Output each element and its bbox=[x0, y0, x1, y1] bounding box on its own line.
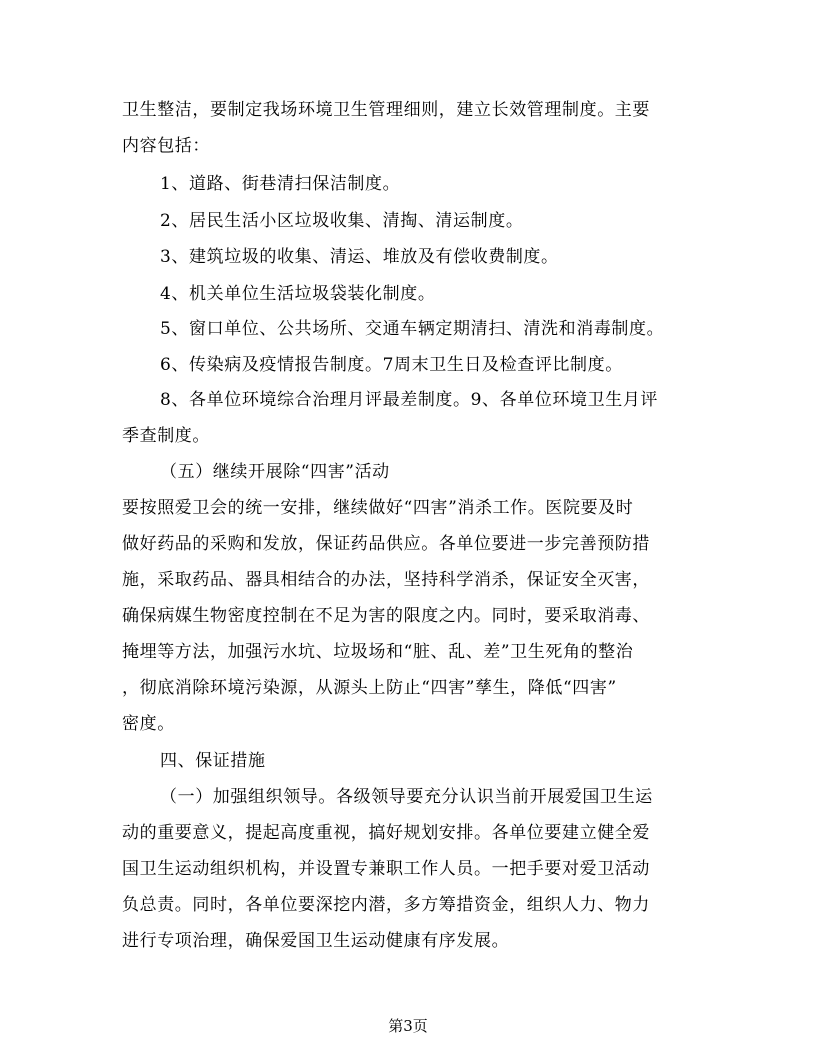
section-heading: （五）继续开展除“四害”活动 bbox=[160, 462, 390, 482]
text-line: 内容包括： bbox=[122, 136, 210, 156]
text-line: （一）加强组织领导。各级领导要充分认识当前开展爱国卫生运 bbox=[160, 787, 653, 807]
text-line: 施，采取药品、器具相结合的办法，坚持科学消杀，保证安全灭害， bbox=[122, 570, 650, 590]
text-line: 季查制度。 bbox=[122, 426, 210, 446]
text-line: 动的重要意义，提起高度重视，搞好规划安排。各单位要建立健全爱 bbox=[122, 823, 650, 843]
text-line: 要按照爱卫会的统一安排，继续做好“四害”消杀工作。医院要及时 bbox=[122, 498, 634, 518]
list-item: 8、各单位环境综合治理月评最差制度。9、各单位环境卫生月评 bbox=[160, 390, 659, 410]
text-line: 进行专项治理，确保爱国卫生运动健康有序发展。 bbox=[122, 931, 510, 951]
text-line: 掩埋等方法，加强污水坑、垃圾场和“脏、乱、差”卫生死角的整治 bbox=[122, 642, 634, 662]
list-item: 5、窗口单位、公共场所、交通车辆定期清扫、清洗和消毒制度。 bbox=[160, 319, 665, 339]
text-line: 负总责。同时，各单位要深挖内潜，多方筹措资金，组织人力、物力 bbox=[122, 895, 650, 915]
list-item: 6、传染病及疫情报告制度。7周末卫生日及检查评比制度。 bbox=[160, 355, 623, 375]
text-line: ，彻底消除环境污染源，从源头上防止“四害”孳生，降低“四害” bbox=[122, 678, 617, 698]
text-line: 卫生整洁，要制定我场环境卫生管理细则，建立长效管理制度。主要 bbox=[122, 100, 650, 120]
section-heading: 四、保证措施 bbox=[160, 751, 266, 771]
text-line: 国卫生运动组织机构，并设置专兼职工作人员。一把手要对爱卫活动 bbox=[122, 859, 650, 879]
text-line: 确保病媒生物密度控制在不足为害的限度之内。同时，要采取消毒、 bbox=[122, 606, 650, 626]
list-item: 4、机关单位生活垃圾袋装化制度。 bbox=[160, 284, 436, 304]
list-item: 3、建筑垃圾的收集、清运、堆放及有偿收费制度。 bbox=[160, 247, 559, 267]
text-line: 密度。 bbox=[122, 714, 175, 734]
list-item: 1、道路、街巷清扫保洁制度。 bbox=[160, 174, 401, 194]
page-number: 第3页 bbox=[388, 1017, 428, 1035]
list-item: 2、居民生活小区垃圾收集、清掏、清运制度。 bbox=[160, 211, 524, 231]
text-line: 做好药品的采购和发放，保证药品供应。各单位要进一步完善预防措 bbox=[122, 534, 650, 554]
